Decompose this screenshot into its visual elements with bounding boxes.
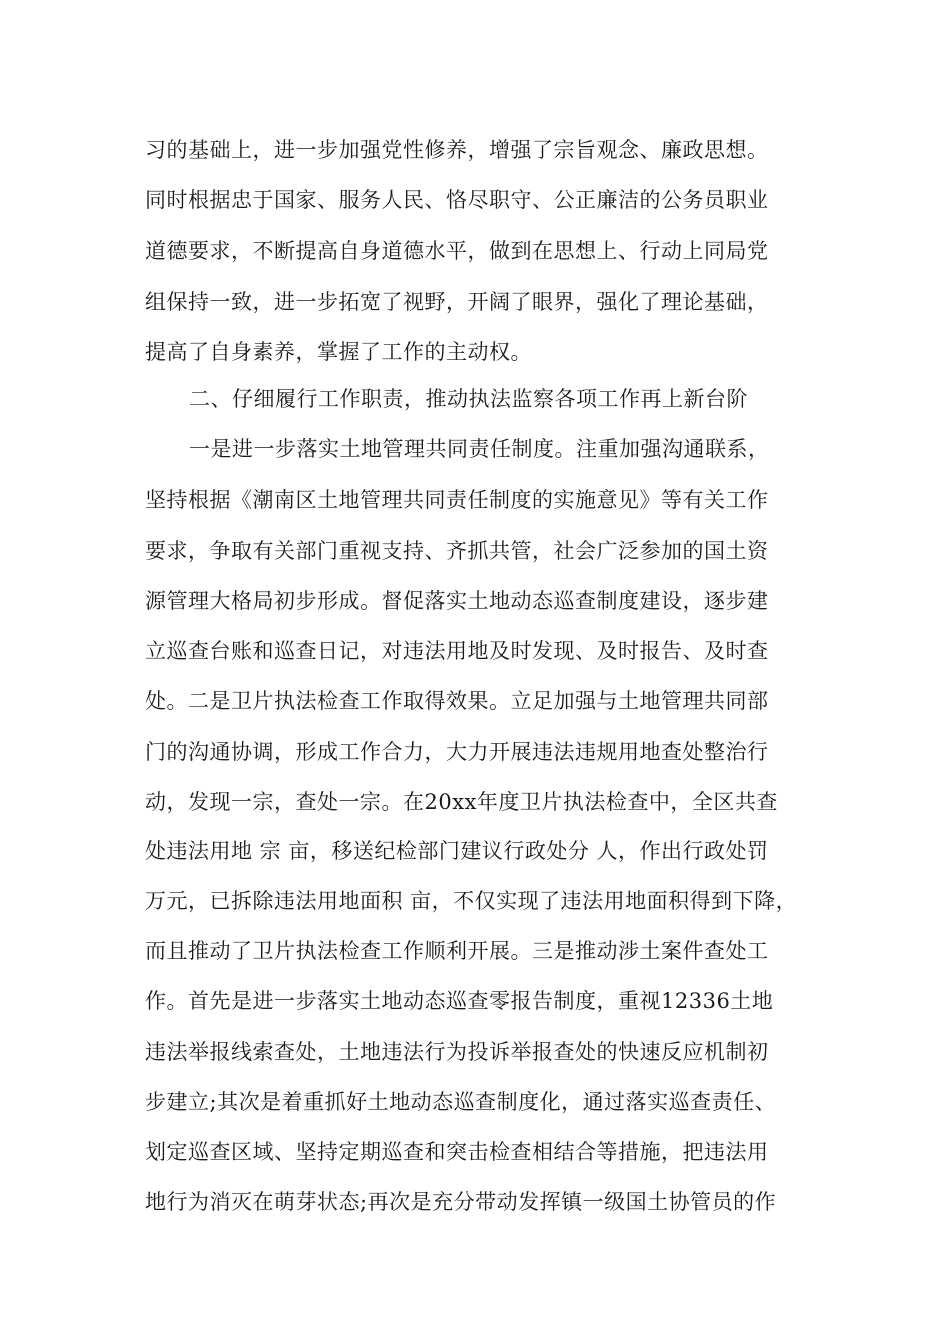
paragraph-line: 一是进一步落实土地管理共同责任制度。注重加强沟通联系，	[189, 437, 770, 461]
paragraph-line: 作。首先是进一步落实土地动态巡查零报告制度，重视12336土地	[145, 989, 774, 1013]
paragraph-line: 立巡查台账和巡查日记，对违法用地及时发现、及时报告、及时查	[145, 639, 769, 663]
paragraph-line: 源管理大格局初步形成。督促落实土地动态巡查制度建设，逐步建	[145, 589, 769, 613]
paragraph-line: 坚持根据《潮南区土地管理共同责任制度的实施意见》等有关工作	[145, 488, 769, 512]
paragraph-line: 地行为消灭在萌芽状态;再次是充分带动发挥镇一级国土协管员的作	[145, 1190, 777, 1214]
section-heading: 二、仔细履行工作职责，推动执法监察各项工作再上新台阶	[189, 387, 748, 411]
paragraph-line: 违法举报线索查处，土地违法行为投诉举报查处的快速反应机制初	[145, 1040, 769, 1064]
paragraph-line: 动，发现一宗，查处一宗。在20xx年度卫片执法检查中，全区共查	[145, 790, 778, 814]
paragraph-line: 提高了自身素养，掌握了工作的主动权。	[145, 340, 532, 364]
paragraph-line: 门的沟通协调，形成工作合力，大力开展违法违规用地查处整治行	[145, 740, 769, 764]
paragraph-line: 步建立;其次是着重抓好土地动态巡查制度化，通过落实巡查责任、	[145, 1090, 777, 1114]
paragraph-line: 要求，争取有关部门重视支持、齐抓共管，社会广泛参加的国土资	[145, 539, 769, 563]
paragraph-line: 处。二是卫片执法检查工作取得效果。立足加强与土地管理共同部	[145, 689, 769, 713]
paragraph-line: 而且推动了卫片执法检查工作顺利开展。三是推动涉土案件查处工	[145, 939, 769, 963]
paragraph-line: 习的基础上，进一步加强党性修养，增强了宗旨观念、廉政思想。	[145, 138, 769, 162]
paragraph-line: 组保持一致，进一步拓宽了视野，开阔了眼界，强化了理论基础，	[145, 290, 769, 314]
paragraph-line: 万元，已拆除违法用地面积 亩，不仅实现了违法用地面积得到下降，	[145, 889, 798, 913]
paragraph-line: 划定巡查区域、坚持定期巡查和突击检查相结合等措施，把违法用	[145, 1140, 769, 1164]
paragraph-line: 处违法用地 宗 亩，移送纪检部门建议行政处分 人，作出行政处罚	[145, 839, 769, 863]
paragraph-line: 道德要求，不断提高自身道德水平，做到在思想上、行动上同局党	[145, 239, 769, 263]
paragraph-line: 同时根据忠于国家、服务人民、恪尽职守、公正廉洁的公务员职业	[145, 188, 769, 212]
